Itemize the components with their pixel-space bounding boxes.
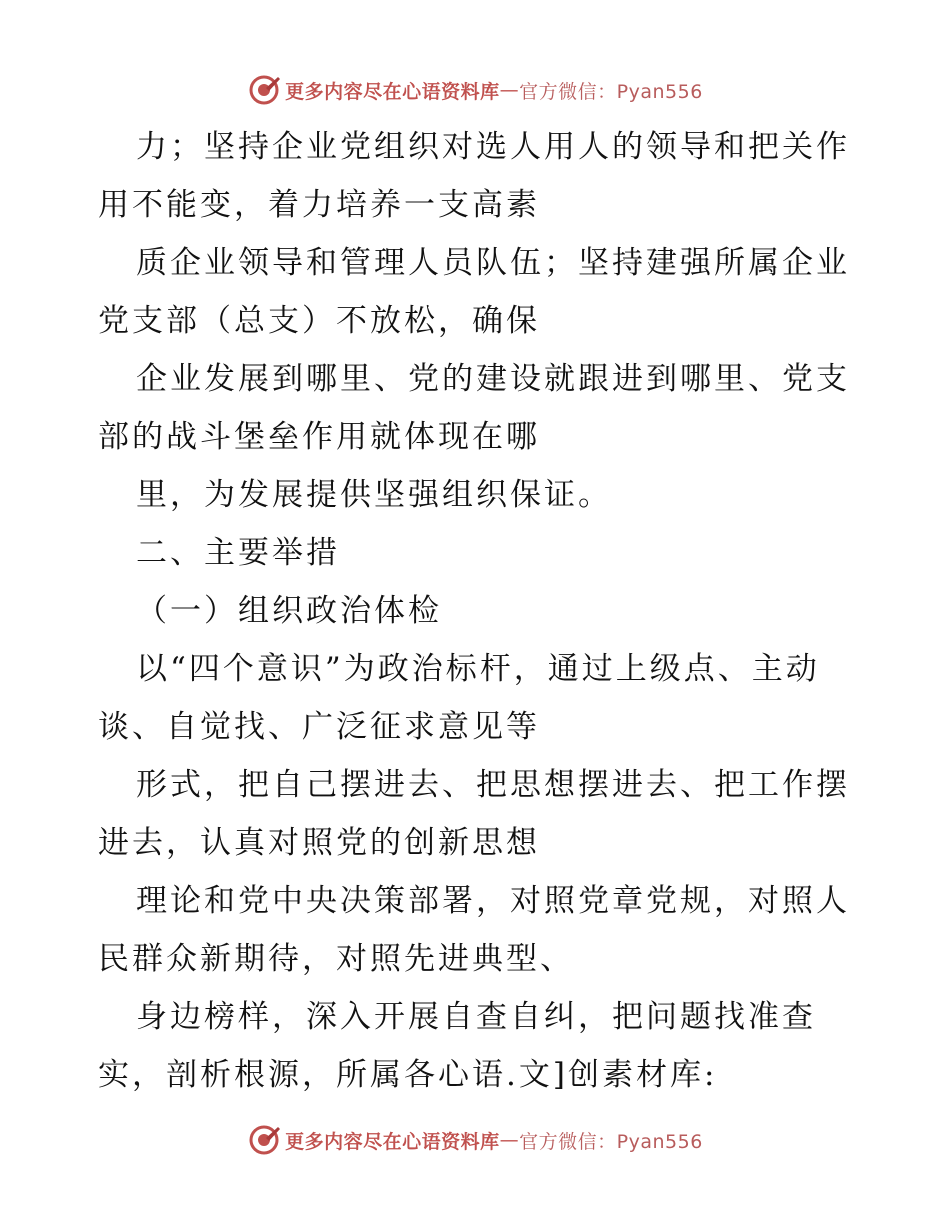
banner-main-text: 更多内容尽在心语资料库 (285, 80, 500, 103)
text-line-5: 企业发展到哪里、党的建设就跟进到哪里、党支 (136, 361, 850, 397)
text-line-7: 里，为发展提供坚强组织保证。 (136, 477, 612, 513)
text-line-3: 质企业领导和管理人员队伍；坚持建强所属企业 (136, 245, 850, 281)
text-line-6: 部的战斗堡垒作用就体现在哪 (98, 419, 540, 455)
text-line-4: 党支部（总支）不放松，确保 (98, 303, 540, 339)
banner-main-text: 更多内容尽在心语资料库 (285, 1130, 500, 1153)
document-body (98, 118, 858, 1104)
banner-wechat-text: 官方微信：Pyan556 (519, 1130, 703, 1153)
text-line-2: 用不能变，着力培养一支高素 (98, 187, 540, 223)
text-line-16: 身边榜样，深入开展自查自纠，把问题找准查 (136, 999, 816, 1035)
banner-dash: — (499, 1129, 520, 1151)
header-banner (0, 70, 950, 110)
text-line-10: 以“四个意识”为政治标杆，通过上级点、主动 (136, 651, 820, 687)
subsection-heading: （一）组织政治体检 (136, 593, 442, 629)
footer-banner (0, 1120, 950, 1160)
text-line-1: 力；坚持企业党组织对选人用人的领导和把关作 (136, 129, 850, 165)
text-line-15: 民群众新期待，对照先进典型、 (98, 941, 574, 977)
text-line-13: 进去，认真对照党的创新思想 (98, 825, 540, 861)
banner-wechat-text: 官方微信：Pyan556 (519, 80, 703, 103)
section-heading: 二、主要举措 (136, 535, 340, 571)
text-line-14: 理论和党中央决策部署，对照党章党规，对照人 (136, 883, 850, 919)
text-line-11: 谈、自觉找、广泛征求意见等 (98, 709, 540, 745)
text-line-12: 形式，把自己摆进去、把思想摆进去、把工作摆 (136, 767, 850, 803)
logo-icon (247, 73, 281, 107)
banner-dash: — (499, 79, 520, 101)
logo-icon (247, 1123, 281, 1157)
text-line-17: 实，剖析根源，所属各心语.文]创素材库: (98, 1057, 718, 1093)
